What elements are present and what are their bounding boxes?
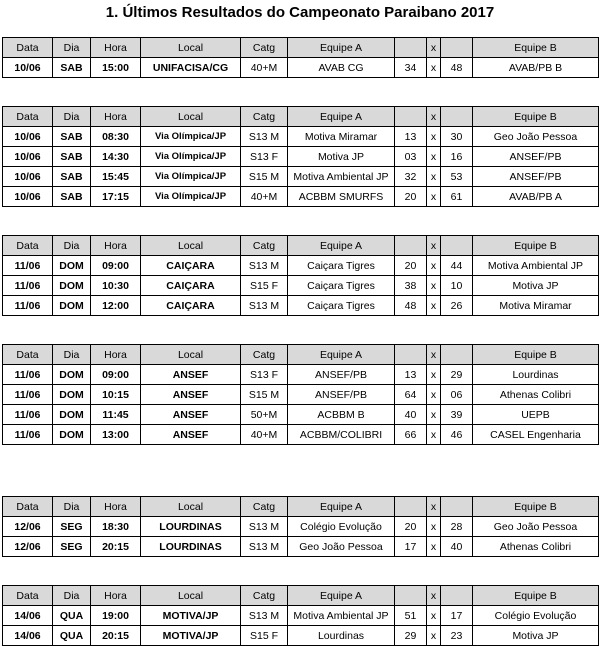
category-cell: S13 F [241,365,288,385]
table-header-row [3,107,599,127]
category-cell: 40+M [241,187,288,207]
time-cell: 18:30 [91,517,141,537]
date-cell: 14/06 [3,606,53,626]
header-data: Data [3,107,53,127]
team-a-cell: ANSEF/PB [288,365,395,385]
table-row [3,276,599,296]
score-a-cell: 48 [395,296,427,316]
date-cell: 11/06 [3,405,53,425]
team-a-cell: ACBBM SMURFS [288,187,395,207]
header-equipe-a: Equipe A [288,497,395,517]
score-b-cell: 44 [441,256,473,276]
header-catg: Catg [241,236,288,256]
score-a-cell: 13 [395,365,427,385]
versus-cell: x [427,365,441,385]
header-local: Local [141,38,241,58]
header-data: Data [3,236,53,256]
venue-cell: ANSEF [141,385,241,405]
table-row [3,606,599,626]
day-cell: DOM [53,276,91,296]
date-cell: 10/06 [3,58,53,78]
header-hora: Hora [91,586,141,606]
team-a-cell: Motiva Ambiental JP [288,606,395,626]
versus-cell: x [427,127,441,147]
day-cell: DOM [53,256,91,276]
score-b-cell: 61 [441,187,473,207]
date-cell: 12/06 [3,537,53,557]
score-b-cell: 28 [441,517,473,537]
header-score-blank [395,497,427,517]
header-catg: Catg [241,586,288,606]
score-a-cell: 13 [395,127,427,147]
header-data: Data [3,38,53,58]
score-a-cell: 32 [395,167,427,187]
header-equipe-a: Equipe A [288,345,395,365]
header-score-blank [441,345,473,365]
header-dia: Dia [53,586,91,606]
day-cell: SEG [53,537,91,557]
team-b-cell: ANSEF/PB [473,167,599,187]
venue-cell: CAIÇARA [141,296,241,316]
time-cell: 10:30 [91,276,141,296]
header-equipe-b: Equipe B [473,345,599,365]
team-b-cell: UEPB [473,405,599,425]
score-b-cell: 10 [441,276,473,296]
venue-cell: UNIFACISA/CG [141,58,241,78]
table-row [3,127,599,147]
team-b-cell: Athenas Colibri [473,385,599,405]
table-row [3,296,599,316]
header-hora: Hora [91,497,141,517]
header-equipe-a: Equipe A [288,107,395,127]
day-cell: DOM [53,385,91,405]
table-row [3,425,599,445]
header-score-blank [395,586,427,606]
versus-cell: x [427,626,441,646]
header-equipe-b: Equipe B [473,38,599,58]
table-row [3,147,599,167]
header-x: x [427,586,441,606]
team-a-cell: Caiçara Tigres [288,256,395,276]
header-dia: Dia [53,236,91,256]
team-a-cell: Caiçara Tigres [288,296,395,316]
header-score-blank [441,38,473,58]
score-b-cell: 30 [441,127,473,147]
table-row [3,405,599,425]
header-equipe-b: Equipe B [473,586,599,606]
header-dia: Dia [53,107,91,127]
versus-cell: x [427,405,441,425]
versus-cell: x [427,606,441,626]
table-row [3,365,599,385]
header-local: Local [141,236,241,256]
time-cell: 20:15 [91,626,141,646]
score-b-cell: 29 [441,365,473,385]
table-row [3,187,599,207]
versus-cell: x [427,425,441,445]
time-cell: 10:15 [91,385,141,405]
venue-cell: ANSEF [141,405,241,425]
versus-cell: x [427,385,441,405]
table-row [3,517,599,537]
header-score-blank [441,497,473,517]
category-cell: 50+M [241,405,288,425]
day-cell: SAB [53,167,91,187]
date-cell: 10/06 [3,167,53,187]
results-table [2,344,599,445]
date-cell: 12/06 [3,517,53,537]
table-header-row [3,497,599,517]
versus-cell: x [427,537,441,557]
venue-cell: CAIÇARA [141,276,241,296]
score-b-cell: 39 [441,405,473,425]
score-a-cell: 34 [395,58,427,78]
header-equipe-b: Equipe B [473,236,599,256]
header-dia: Dia [53,345,91,365]
team-b-cell: Colégio Evolução [473,606,599,626]
team-a-cell: Motiva JP [288,147,395,167]
day-cell: QUA [53,626,91,646]
day-cell: DOM [53,365,91,385]
team-b-cell: ANSEF/PB [473,147,599,167]
versus-cell: x [427,187,441,207]
date-cell: 11/06 [3,296,53,316]
venue-cell: Via Olímpica/JP [141,167,241,187]
venue-cell: Via Olímpica/JP [141,147,241,167]
score-b-cell: 23 [441,626,473,646]
team-a-cell: Colégio Evolução [288,517,395,537]
header-local: Local [141,497,241,517]
team-b-cell: Geo João Pessoa [473,517,599,537]
day-cell: SAB [53,187,91,207]
table-row [3,626,599,646]
time-cell: 09:00 [91,365,141,385]
versus-cell: x [427,58,441,78]
day-cell: SAB [53,127,91,147]
time-cell: 08:30 [91,127,141,147]
time-cell: 14:30 [91,147,141,167]
header-x: x [427,497,441,517]
versus-cell: x [427,256,441,276]
venue-cell: CAIÇARA [141,256,241,276]
header-catg: Catg [241,497,288,517]
category-cell: S15 F [241,626,288,646]
category-cell: 40+M [241,58,288,78]
results-table [2,37,599,78]
team-b-cell: Motiva JP [473,626,599,646]
date-cell: 11/06 [3,425,53,445]
venue-cell: Via Olímpica/JP [141,187,241,207]
team-b-cell: Motiva JP [473,276,599,296]
score-b-cell: 26 [441,296,473,316]
day-cell: SAB [53,147,91,167]
team-b-cell: Geo João Pessoa [473,127,599,147]
header-equipe-a: Equipe A [288,586,395,606]
day-cell: DOM [53,425,91,445]
team-b-cell: AVAB/PB B [473,58,599,78]
time-cell: 19:00 [91,606,141,626]
table-header-row [3,236,599,256]
score-a-cell: 38 [395,276,427,296]
date-cell: 11/06 [3,365,53,385]
versus-cell: x [427,276,441,296]
category-cell: S13 M [241,296,288,316]
score-a-cell: 29 [395,626,427,646]
table-row [3,385,599,405]
results-table [2,235,599,316]
score-b-cell: 06 [441,385,473,405]
results-table [2,106,599,207]
table-row [3,167,599,187]
category-cell: S13 M [241,517,288,537]
header-catg: Catg [241,107,288,127]
team-b-cell: CASEL Engenharia [473,425,599,445]
results-table [2,496,599,557]
header-local: Local [141,586,241,606]
header-data: Data [3,497,53,517]
team-a-cell: ACBBM/COLIBRI [288,425,395,445]
header-score-blank [441,586,473,606]
score-b-cell: 16 [441,147,473,167]
team-a-cell: Geo João Pessoa [288,537,395,557]
time-cell: 11:45 [91,405,141,425]
versus-cell: x [427,517,441,537]
header-score-blank [395,38,427,58]
time-cell: 15:00 [91,58,141,78]
venue-cell: LOURDINAS [141,517,241,537]
header-equipe-a: Equipe A [288,38,395,58]
table-row [3,537,599,557]
header-x: x [427,107,441,127]
date-cell: 10/06 [3,187,53,207]
header-catg: Catg [241,38,288,58]
header-score-blank [395,236,427,256]
category-cell: S13 F [241,147,288,167]
header-hora: Hora [91,107,141,127]
team-b-cell: Athenas Colibri [473,537,599,557]
score-b-cell: 53 [441,167,473,187]
time-cell: 17:15 [91,187,141,207]
score-a-cell: 64 [395,385,427,405]
score-a-cell: 40 [395,405,427,425]
venue-cell: ANSEF [141,365,241,385]
team-b-cell: Motiva Miramar [473,296,599,316]
category-cell: S15 M [241,385,288,405]
category-cell: S15 F [241,276,288,296]
date-cell: 11/06 [3,276,53,296]
table-header-row [3,38,599,58]
team-a-cell: Motiva Miramar [288,127,395,147]
score-a-cell: 20 [395,256,427,276]
date-cell: 14/06 [3,626,53,646]
header-dia: Dia [53,38,91,58]
table-header-row [3,586,599,606]
header-hora: Hora [91,236,141,256]
score-a-cell: 17 [395,537,427,557]
category-cell: S13 M [241,537,288,557]
date-cell: 11/06 [3,385,53,405]
header-dia: Dia [53,497,91,517]
category-cell: S13 M [241,606,288,626]
score-a-cell: 66 [395,425,427,445]
time-cell: 13:00 [91,425,141,445]
header-equipe-b: Equipe B [473,497,599,517]
versus-cell: x [427,147,441,167]
time-cell: 12:00 [91,296,141,316]
day-cell: SEG [53,517,91,537]
venue-cell: MOTIVA/JP [141,606,241,626]
date-cell: 10/06 [3,127,53,147]
results-table [2,585,599,646]
team-a-cell: Motiva Ambiental JP [288,167,395,187]
score-a-cell: 51 [395,606,427,626]
header-catg: Catg [241,345,288,365]
venue-cell: Via Olímpica/JP [141,127,241,147]
team-a-cell: ANSEF/PB [288,385,395,405]
time-cell: 15:45 [91,167,141,187]
header-score-blank [441,236,473,256]
header-data: Data [3,345,53,365]
header-x: x [427,236,441,256]
time-cell: 20:15 [91,537,141,557]
versus-cell: x [427,296,441,316]
score-b-cell: 17 [441,606,473,626]
table-header-row [3,345,599,365]
day-cell: QUA [53,606,91,626]
score-b-cell: 40 [441,537,473,557]
time-cell: 09:00 [91,256,141,276]
header-score-blank [395,107,427,127]
page-title: 1. Últimos Resultados do Campeonato Paraibano 2017 [105,4,495,21]
day-cell: SAB [53,58,91,78]
team-a-cell: Lourdinas [288,626,395,646]
header-score-blank [395,345,427,365]
team-a-cell: ACBBM B [288,405,395,425]
venue-cell: MOTIVA/JP [141,626,241,646]
score-a-cell: 20 [395,187,427,207]
score-b-cell: 48 [441,58,473,78]
category-cell: S13 M [241,256,288,276]
header-score-blank [441,107,473,127]
header-x: x [427,38,441,58]
day-cell: DOM [53,405,91,425]
header-local: Local [141,345,241,365]
table-row [3,58,599,78]
score-a-cell: 20 [395,517,427,537]
table-row [3,256,599,276]
header-hora: Hora [91,345,141,365]
header-data: Data [3,586,53,606]
header-hora: Hora [91,38,141,58]
versus-cell: x [427,167,441,187]
day-cell: DOM [53,296,91,316]
category-cell: S13 M [241,127,288,147]
header-equipe-b: Equipe B [473,107,599,127]
header-x: x [427,345,441,365]
score-a-cell: 03 [395,147,427,167]
venue-cell: LOURDINAS [141,537,241,557]
team-a-cell: AVAB CG [288,58,395,78]
score-b-cell: 46 [441,425,473,445]
team-b-cell: AVAB/PB A [473,187,599,207]
category-cell: S15 M [241,167,288,187]
venue-cell: ANSEF [141,425,241,445]
header-equipe-a: Equipe A [288,236,395,256]
date-cell: 10/06 [3,147,53,167]
team-b-cell: Motiva Ambiental JP [473,256,599,276]
team-a-cell: Caiçara Tigres [288,276,395,296]
date-cell: 11/06 [3,256,53,276]
header-local: Local [141,107,241,127]
team-b-cell: Lourdinas [473,365,599,385]
category-cell: 40+M [241,425,288,445]
